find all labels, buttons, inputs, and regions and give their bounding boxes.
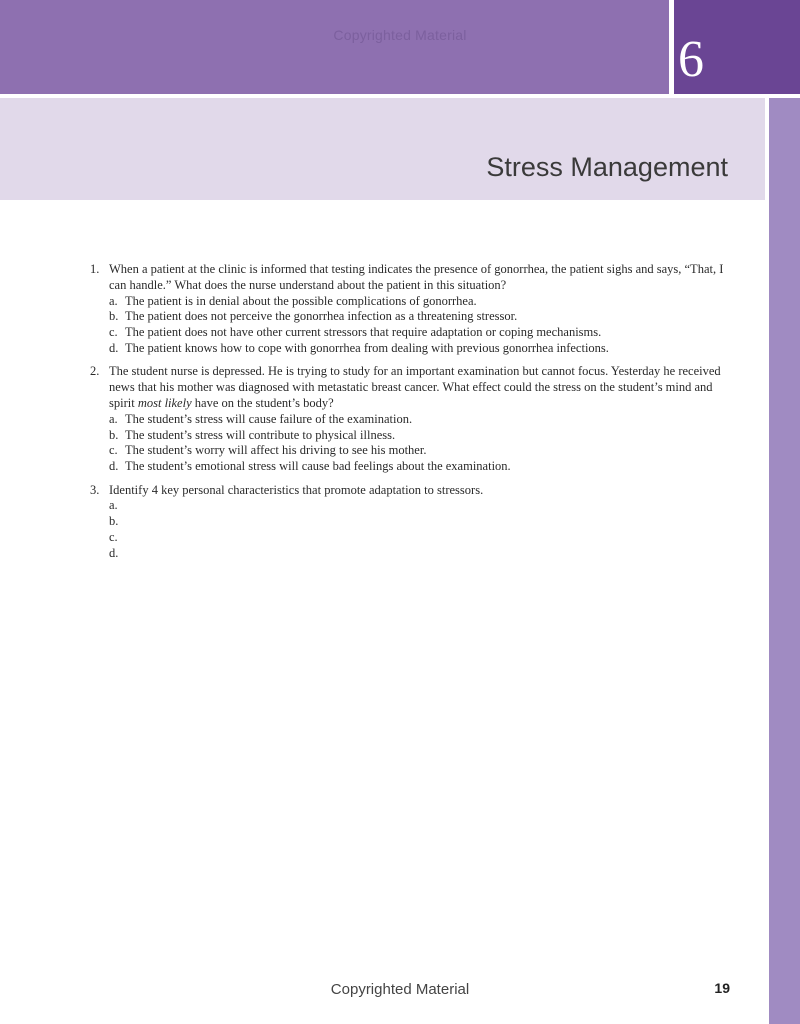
answer-blank [109, 514, 730, 530]
chapter-title: Stress Management [486, 152, 728, 182]
option-letter: b. [109, 309, 119, 324]
question-text: Identify 4 key personal characteristics that promote adaptation to stressors. [109, 482, 484, 497]
option-letter: a. [109, 293, 118, 308]
option-letter: b. [109, 427, 119, 442]
option-letter: c. [109, 529, 118, 544]
answer-option [109, 443, 730, 459]
title-band [0, 98, 765, 200]
footer-watermark: Copyrighted Material [330, 981, 470, 998]
answer-blank [109, 546, 730, 562]
answer-option [109, 428, 730, 444]
question-emphasis: most likely [137, 395, 192, 410]
question-list [90, 262, 730, 569]
option-text: The student’s emotional stress will cause bad feelings about the examination. [125, 459, 511, 474]
option-text: The patient does not have other current stressors that require adaptation or coping mechanisms. [125, 325, 602, 340]
option-text: The student’s stress will contribute to physical illness. [125, 427, 396, 442]
option-letter: a. [109, 498, 118, 513]
question-text [109, 364, 730, 411]
answer-option [109, 294, 730, 310]
question-number: 3. [90, 482, 100, 497]
option-letter: d. [109, 459, 119, 474]
option-letter: d. [109, 545, 119, 560]
option-letter: c. [109, 325, 118, 340]
question-text-end: have on the student’s body? [191, 395, 334, 410]
page-number: 19 [714, 980, 730, 996]
answer-blank [109, 530, 730, 546]
option-letter: a. [109, 411, 118, 426]
answer-blank [109, 498, 730, 514]
header-watermark: Copyrighted Material [333, 27, 467, 43]
option-text: The patient knows how to cope with gonorrhea from dealing with previous gonorrhea infections. [125, 340, 609, 355]
answer-option [109, 341, 730, 357]
option-text [125, 514, 128, 528]
question-text: When a patient at the clinic is informed that testing indicates the presence of gonorrhea, the patient sighs and says, “That, I can handle.” What does the nurse understand about the patient in this situation? [109, 262, 724, 292]
chapter-number: 6 [678, 31, 704, 88]
side-tab-bar [769, 98, 800, 1024]
question-text-start: The student nurse is depressed. He is trying to study for an important examination but cannot focus. Yesterday he received news that his mother was diagnosed with metastatic breast cancer. What effect could the stress on the student’s mind and spirit [109, 364, 721, 410]
answer-option [109, 459, 730, 475]
option-text: The student’s worry will affect his driving to see his mother. [125, 443, 427, 458]
option-text [125, 546, 128, 560]
option-letter: c. [109, 443, 118, 458]
question-number: 2. [90, 364, 100, 379]
option-text [125, 498, 128, 512]
answer-option [109, 325, 730, 341]
answer-option [109, 309, 730, 325]
question-number: 1. [90, 262, 100, 276]
answer-option [109, 412, 730, 428]
question-2 [90, 364, 730, 475]
option-text: The patient is in denial about the possible complications of gonorrhea. [125, 293, 477, 308]
question-3 [90, 483, 730, 562]
header-band [0, 0, 669, 94]
option-letter: b. [109, 514, 119, 529]
option-text: The student’s stress will cause failure of the examination. [125, 411, 413, 426]
option-text: The patient does not perceive the gonorrhea infection as a threatening stressor. [125, 309, 518, 324]
option-text [125, 530, 128, 544]
option-letter: d. [109, 340, 119, 355]
question-1 [90, 262, 730, 357]
